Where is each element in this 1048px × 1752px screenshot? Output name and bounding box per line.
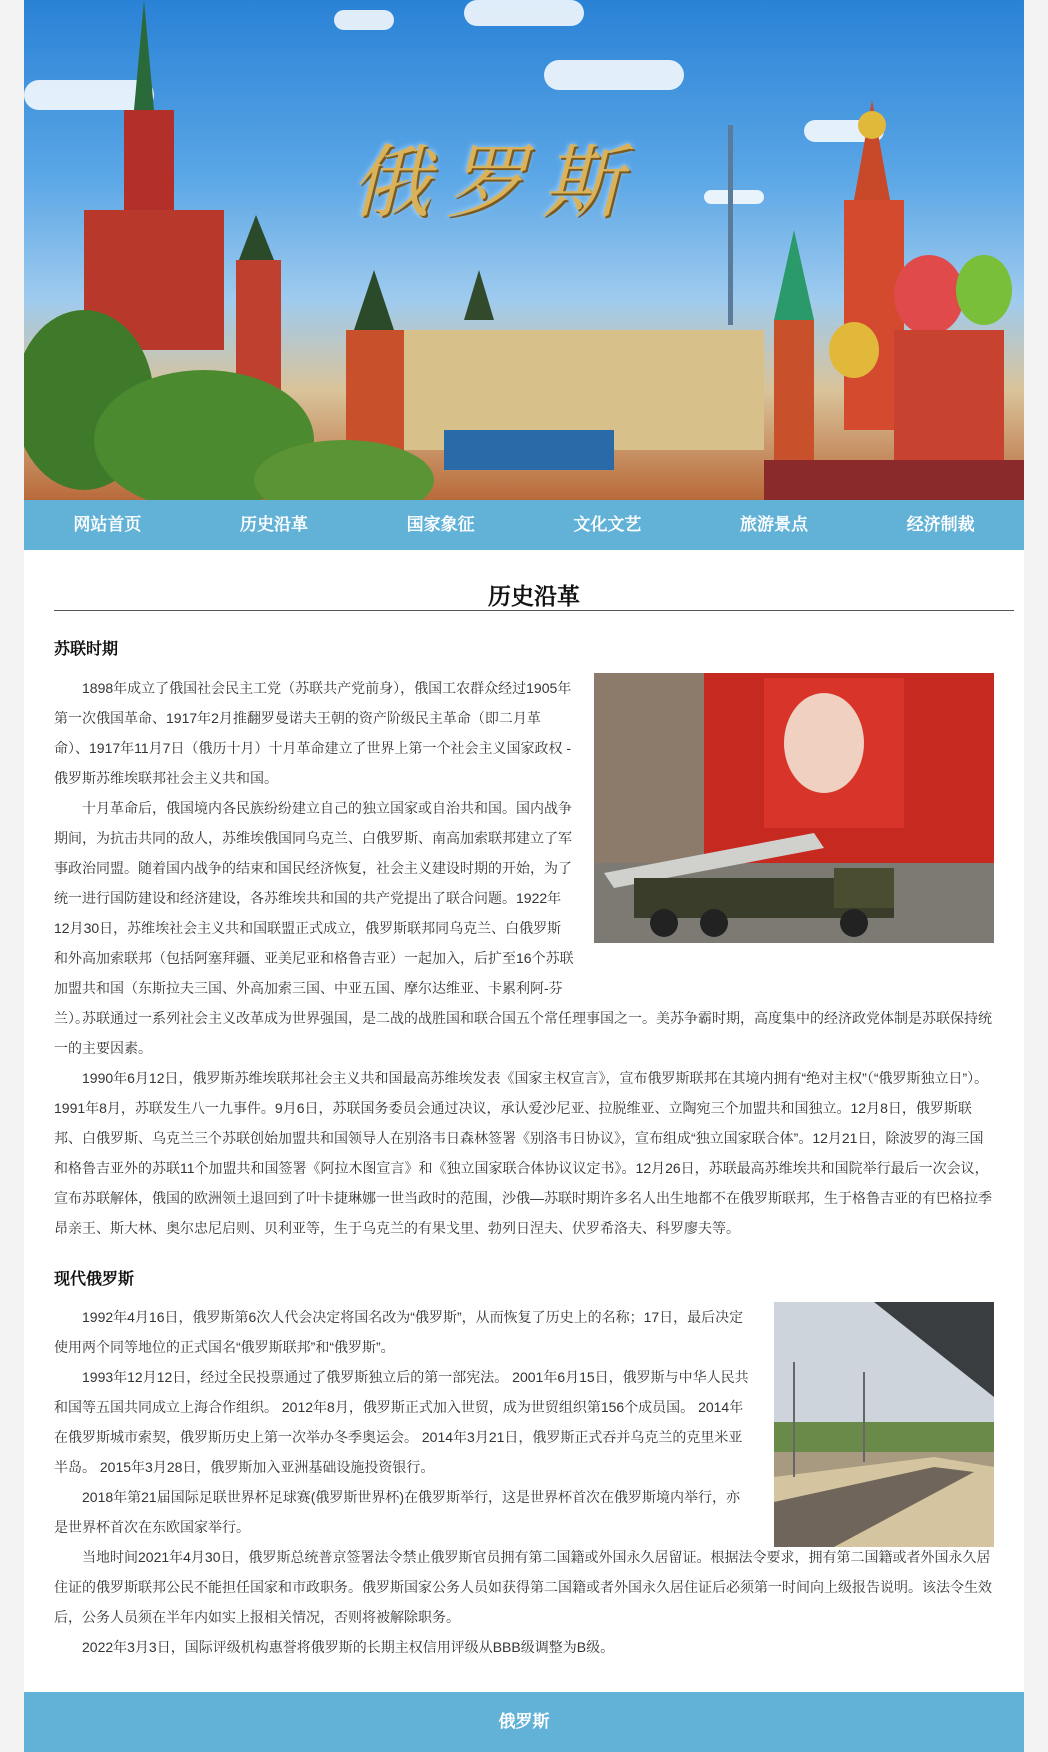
footer: 俄罗斯 — [24, 1692, 1024, 1752]
paragraph: 1990年6月12日，俄罗斯苏维埃联邦社会主义共和国最高苏维埃发表《国家主权宣言》，宣布俄罗斯联邦在其境内拥有“绝对主权”（“俄罗斯独立日”）。1991年8月，苏联发生八一九事件。9月6日，苏联国务委员会通过决议，承认爱沙尼亚、拉脱维亚、立陶宛三个加盟共和国独立。12月8日，俄罗斯联邦、白俄罗斯、乌克兰三个苏联创始加盟共和国领导人在别洛韦日森林签署《别洛韦日协议》，宣布组成“独立国家联合体”。12月21日，除波罗的海三国和格鲁吉亚外的苏联11个加盟共和国签署《阿拉木图宣言》和《独立国家联合体协议议定书》。12月26日，苏联最高苏维埃共和国院举行最后一次会议，宣布苏联解体，俄国的欧洲领土退回到了叶卡捷琳娜一世当政时的范围，沙俄—苏联时期许多名人出生地都不在俄罗斯联邦，生于格鲁吉亚的有巴格拉季昂亲王、斯大林、奥尔忠尼启则、贝利亚等，生于乌克兰的有果戈里、勃列日涅夫、伏罗希洛夫、科罗廖夫等。 — [54, 1070, 992, 1236]
paragraph: 2022年3月3日，国际评级机构惠誉将俄罗斯的长期主权信用评级从BBB级调整为B级。 — [82, 1639, 615, 1655]
nav-item-home[interactable]: 网站首页 — [73, 515, 142, 535]
paragraph: 十月革命后，俄国境内各民族纷纷建立自己的独立国家或自治共和国。国内战争期间，为抗击共同的敌人，苏维埃俄国同乌克兰、白俄罗斯、南高加索联邦建立了军事政治同盟。随着国内战争的结束和国民经济恢复，社会主义建设时期的开始，为了统一进行国防建设和经济建设，各苏维埃共和国的共产党提出了联合问题。1922年12月30日，苏维埃社会主义共和国联盟正式成立，俄罗斯联邦同乌克兰、白俄罗斯和外高加索联邦（包括阿塞拜疆、亚美尼亚和格鲁吉亚）一起加入，后扩至16个苏联加盟共和国（东斯拉夫三国、外高加索三国、中亚五国、摩尔达维亚、卡累利阿-芬兰）。 — [54, 800, 574, 1026]
soviet-parade-photo — [594, 673, 994, 943]
section-heading-soviet: 苏联时期 — [54, 641, 119, 658]
kremlin-skyline-illustration — [24, 0, 1024, 500]
banner-image — [24, 0, 1024, 500]
paragraph: 苏联通过一系列社会主义改革成为世界强国，是二战的战胜国和联合国五个常任理事国之一。美苏争霸时期，高度集中的经济政党体制是苏联保持统一的主要因素。 — [54, 1010, 992, 1056]
nav-item-tourism[interactable]: 旅游景点 — [740, 515, 809, 535]
paragraph: 1993年12月12日，经过全民投票通过了俄罗斯独立后的第一部宪法。 2001年6月15日，俄罗斯与中华人民共和国等五国共同成立上海合作组织。 2012年8月，俄罗斯正式加入世贸，成为世贸组织第156个成员国。 2014年在俄罗斯城市索契，俄罗斯历史上第一次举办冬季奥运会。 2014年3月21日，俄罗斯正式吞并乌克兰的克里米亚半岛。 2015年3月28日，俄罗斯加入亚洲基础设施投资银行。 — [54, 1369, 749, 1475]
paragraph: 当地时间2021年4月30日，俄罗斯总统普京签署法令禁止俄罗斯官员拥有第二国籍或外国永久居留证。根据法令要求，拥有第二国籍或者外国永久居住证的俄罗斯联邦公民不能担任国家和市政职务。俄罗斯国家公务人员如获得第二国籍或者外国永久居住证后必须第一时间向上级报告说明。该法令生效后，公务人员须在半年内如实上报相关情况，否则将被解除职务。 — [54, 1549, 992, 1625]
page — [24, 0, 1024, 1752]
paragraph: 1992年4月16日，俄罗斯第6次人代会决定将国名改为“俄罗斯”，从而恢复了历史上的名称；17日，最后决定使用两个同等地位的正式国名“俄罗斯联邦”和“俄罗斯”。 — [54, 1309, 744, 1355]
train-station-photo — [774, 1302, 994, 1547]
main-nav — [24, 500, 1024, 550]
nav-item-sanctions[interactable]: 经济制裁 — [906, 515, 975, 535]
title-divider — [54, 610, 1014, 611]
nav-item-symbols[interactable]: 国家象征 — [406, 515, 475, 535]
page-title: 历史沿革 — [488, 583, 580, 609]
banner-title: 俄罗斯 — [350, 136, 638, 229]
nav-item-history[interactable]: 历史沿革 — [240, 515, 308, 535]
section-heading-modern: 现代俄罗斯 — [54, 1271, 135, 1288]
paragraph: 1898年成立了俄国社会民主工党（苏联共产党前身），俄国工农群众经过1905年第一次俄国革命、1917年2月推翻罗曼诺夫王朝的资产阶级民主革命（即二月革命）、1917年11月7日（俄历十月）十月革命建立了世界上第一个社会主义国家政权 - 俄罗斯苏维埃联邦社会主义共和国。 — [54, 680, 572, 786]
paragraph: 2018年第21届国际足联世界杯足球赛(俄罗斯世界杯)在俄罗斯举行，这是世界杯首次在俄罗斯境内举行，亦是世界杯首次在东欧国家举行。 — [54, 1489, 741, 1535]
nav-item-culture[interactable]: 文化文艺 — [573, 515, 642, 535]
